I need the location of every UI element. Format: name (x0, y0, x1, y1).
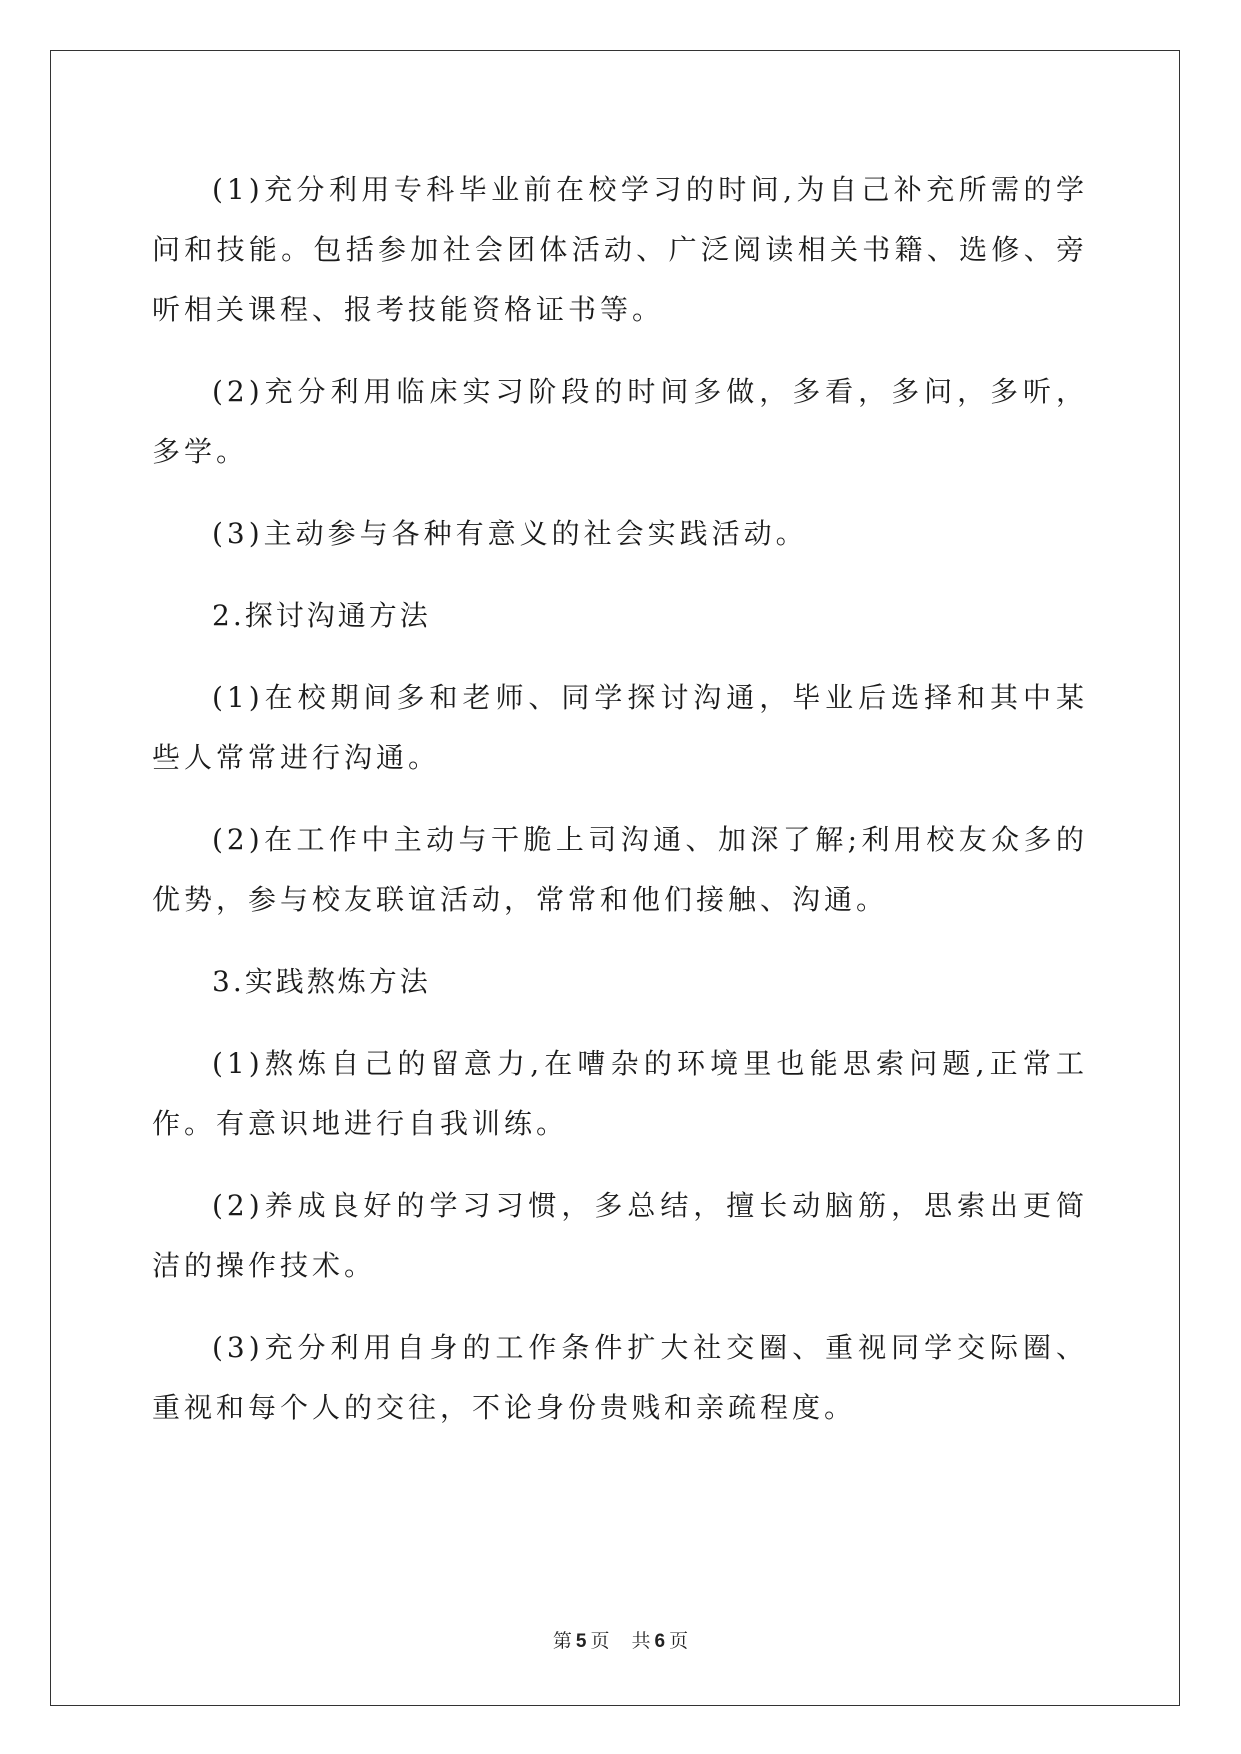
current-page-number: 5 (575, 1631, 587, 1652)
footer-total-unit: 页 (669, 1630, 689, 1652)
paragraph-4: (1)在校期间多和老师、同学探讨沟通，毕业后选择和其中某些人常常进行沟通。 (152, 681, 1088, 774)
footer-page-unit: 页 (590, 1630, 610, 1652)
paragraph-5: (2)在工作中主动与干脆上司沟通、加深了解;利用校友众多的优势，参与校友联谊活动，常常和他们接触、沟通。 (152, 823, 1088, 916)
paragraph-7: (2)养成良好的学习习惯，多总结，擅长动脑筋，思索出更简洁的操作技术。 (152, 1189, 1088, 1282)
document-body (152, 160, 1088, 1460)
section-heading-communication: 2.探讨沟通方法 (212, 599, 431, 632)
footer-total-prefix: 共 (631, 1630, 651, 1652)
paragraph-1: (1)充分利用专科毕业前在校学习的时间,为自己补充所需的学问和技能。包括参加社会团体活动、广泛阅读相关书籍、选修、旁听相关课程、报考技能资格证书等。 (152, 173, 1088, 326)
footer-prefix: 第 (552, 1630, 572, 1652)
paragraph-6: (1)熬炼自己的留意力,在嘈杂的环境里也能思索问题,正常工作。有意识地进行自我训练。 (152, 1047, 1088, 1140)
section-heading-practice: 3.实践熬炼方法 (212, 965, 431, 998)
paragraph-3: (3)主动参与各种有意义的社会实践活动。 (212, 517, 808, 550)
paragraph-2: (2)充分利用临床实习阶段的时间多做，多看，多问，多听，多学。 (152, 375, 1088, 468)
page-footer (0, 1626, 1241, 1653)
total-pages-number: 6 (654, 1631, 666, 1652)
paragraph-8: (3)充分利用自身的工作条件扩大社交圈、重视同学交际圈、重视和每个人的交往，不论身份贵贱和亲疏程度。 (152, 1331, 1088, 1424)
